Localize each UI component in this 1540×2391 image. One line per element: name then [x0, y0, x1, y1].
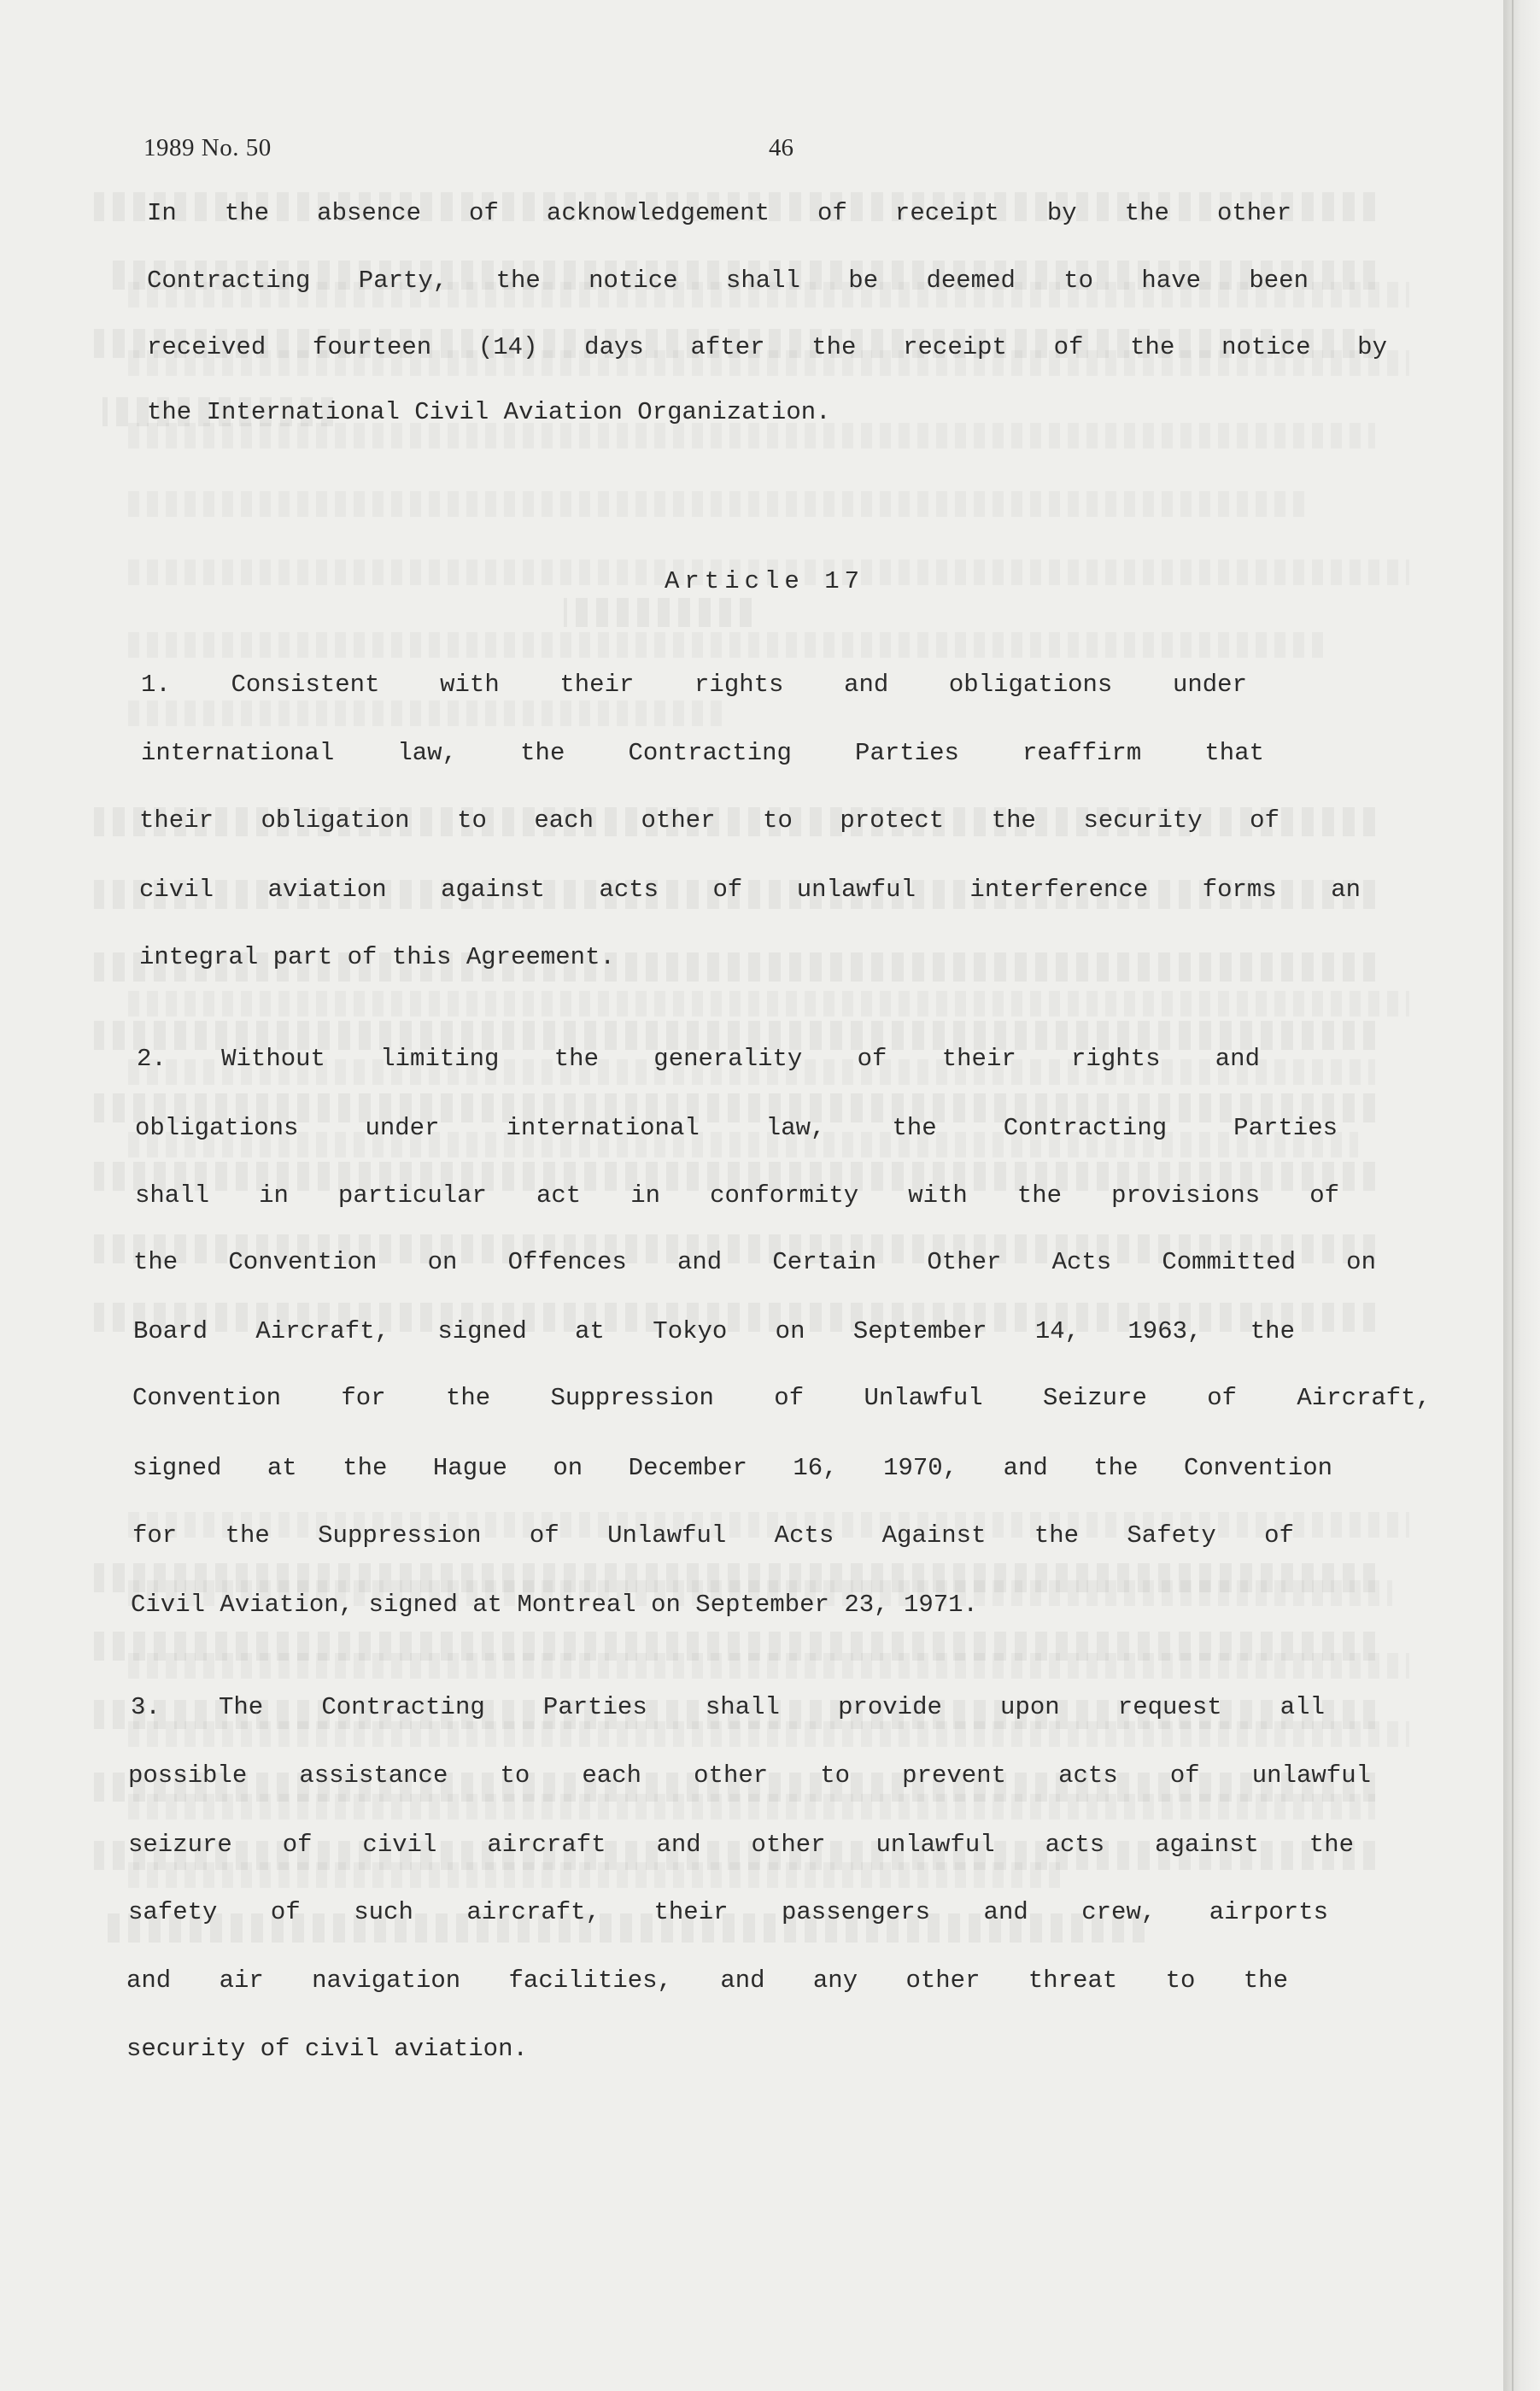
publication-reference: 1989 No. 50: [143, 134, 272, 161]
text-line: seizure of civil aircraft and other unlawful acts against the: [128, 1831, 1354, 1859]
text-line: civil aviation against acts of unlawful interference forms an: [139, 876, 1361, 904]
text-line: the International Civil Aviation Organization.: [147, 398, 831, 426]
text-line: 3. The Contracting Parties shall provide upon request all: [131, 1693, 1325, 1721]
text-line: Civil Aviation, signed at Montreal on September 23, 1971.: [131, 1591, 978, 1619]
text-line: received fourteen (14) days after the receipt of the notice by: [147, 333, 1387, 361]
text-line: 1. Consistent with their rights and obligations under: [141, 671, 1247, 699]
text-line: Contracting Party, the notice shall be deemed to have been: [147, 267, 1309, 295]
text-line: obligations under international law, the Contracting Parties: [135, 1114, 1338, 1142]
text-line: possible assistance to each other to prevent acts of unlawful: [128, 1761, 1371, 1790]
text-line: safety of such aircraft, their passengers and crew, airports: [128, 1898, 1328, 1926]
page-number: 46: [769, 134, 793, 161]
text-line: 2. Without limiting the generality of their rights and: [137, 1045, 1260, 1073]
page-edge-divider: [1512, 0, 1514, 2391]
text-line: their obligation to each other to protect the security of: [139, 806, 1279, 835]
text-line: Convention for the Suppression of Unlawful Seizure of Aircraft,: [132, 1384, 1431, 1412]
article-heading: Article 17: [665, 567, 865, 595]
text-line: integral part of this Agreement.: [139, 943, 615, 971]
text-line: for the Suppression of Unlawful Acts Against the Safety of: [132, 1521, 1294, 1550]
text-line: signed at the Hague on December 16, 1970, and the Convention: [132, 1454, 1332, 1482]
text-line: and air navigation facilities, and any other threat to the: [126, 1966, 1288, 1995]
text-line: the Convention on Offences and Certain Other Acts Committed on: [133, 1248, 1376, 1276]
text-line: security of civil aviation.: [126, 2035, 528, 2063]
text-line: Board Aircraft, signed at Tokyo on September 14, 1963, the: [133, 1317, 1295, 1345]
text-line: international law, the Contracting Parties reaffirm that: [141, 739, 1264, 767]
text-line: shall in particular act in conformity with the provisions of: [135, 1181, 1339, 1210]
text-line: In the absence of acknowledgement of receipt by the other: [147, 199, 1291, 227]
page-edge-shadow: [1503, 0, 1540, 2391]
